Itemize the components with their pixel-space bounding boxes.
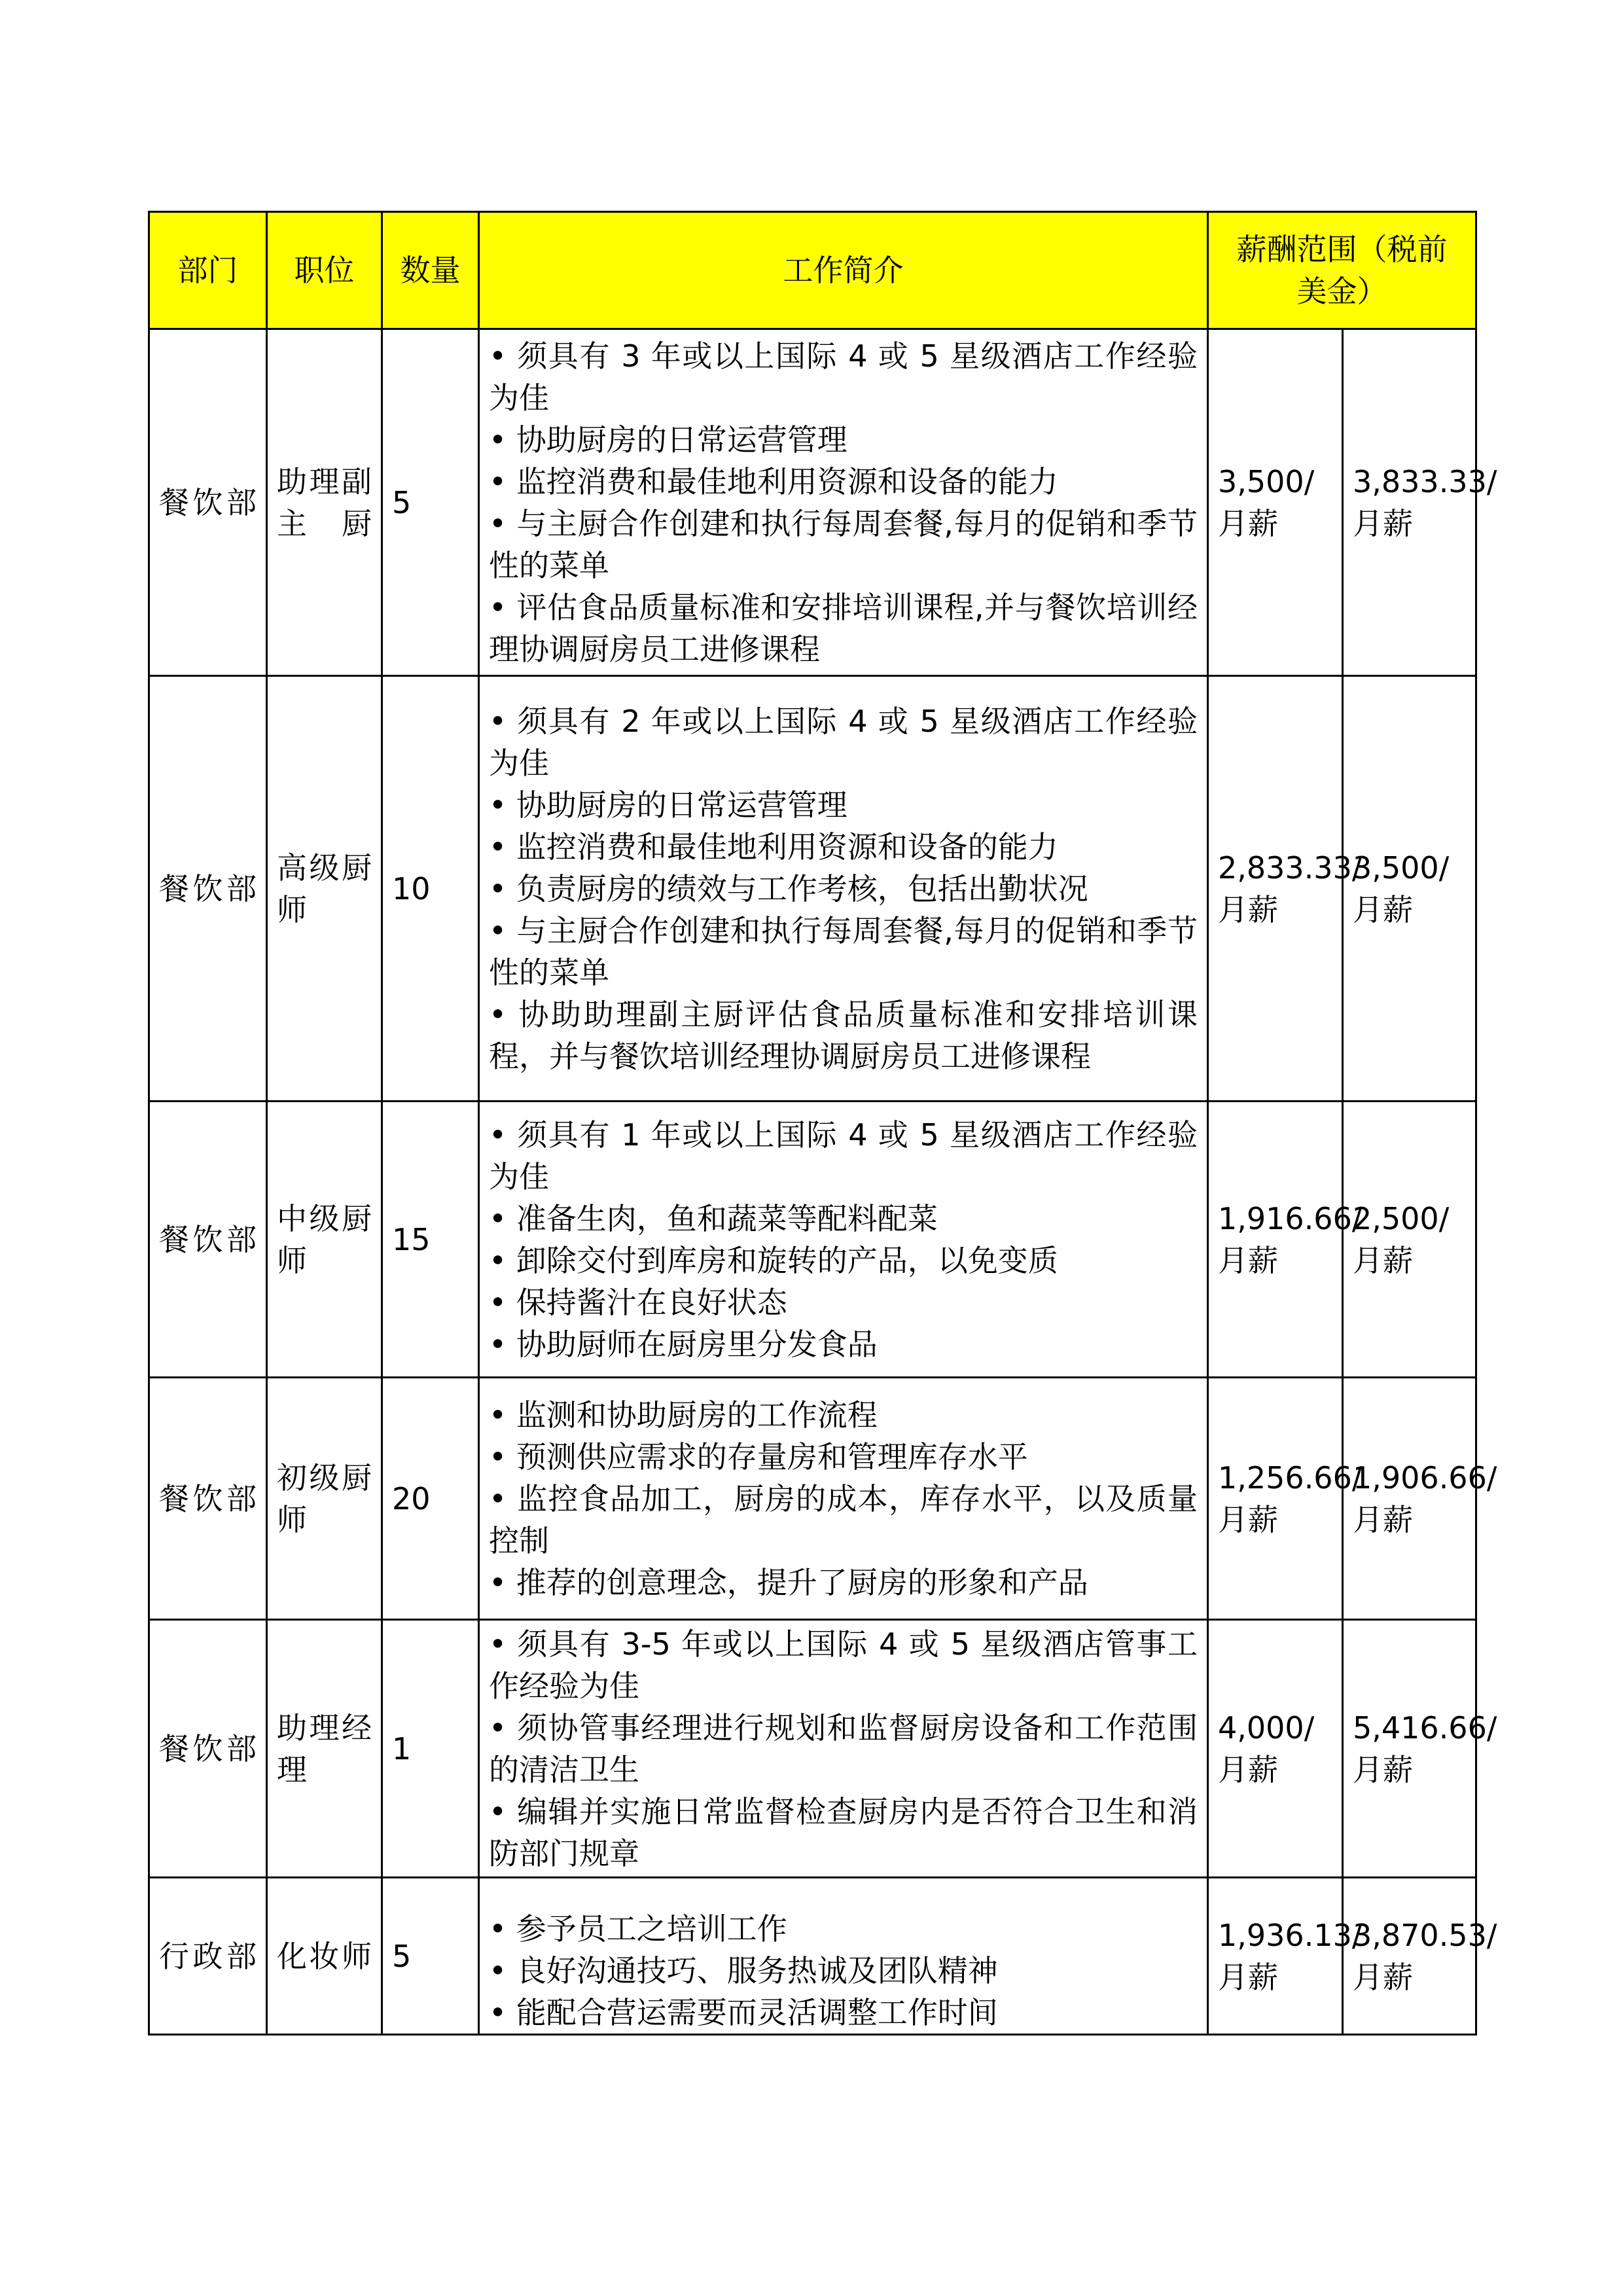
salary-max-cell: 5,416.66/ 月薪 <box>1343 1620 1476 1878</box>
salary-max-cell: 2,500/月薪 <box>1343 1102 1476 1378</box>
intro-bullet: • 参予员工之培训工作 <box>489 1911 787 1946</box>
header-dept: 部门 <box>149 212 267 329</box>
intro-bullet: • 保持酱汁在良好状态 <box>489 1284 787 1320</box>
intro-bullet: • 监控食品加工，厨房的成本，库存水平，以及质量控制 <box>489 1480 1198 1558</box>
intro-bullet: • 须具有 3-5 年或以上国际 4 或 5 星级酒店管事工作经验为佳 <box>489 1626 1198 1704</box>
dept-cell: 行政部 <box>149 1878 267 2035</box>
intro-bullet: • 编辑并实施日常监督检查厨房内是否符合卫生和消防部门规章 <box>489 1793 1198 1871</box>
table-row <box>149 1620 1476 1878</box>
intro-bullet: • 监控消费和最佳地利用资源和设备的能力 <box>489 463 1058 499</box>
salary-min-cell: 4,000/月薪 <box>1208 1620 1343 1878</box>
intro-cell <box>479 676 1208 1102</box>
salary-min-cell: 1,916.66/ 月薪 <box>1208 1102 1343 1378</box>
salary-min-cell: 3,500/月薪 <box>1208 329 1343 676</box>
table-row <box>149 1878 1476 2035</box>
position-cell: 助理经理 <box>267 1620 382 1878</box>
intro-bullet: • 负责厨房的绩效与工作考核，包括出勤状况 <box>489 870 1088 906</box>
count-cell: 1 <box>382 1620 479 1878</box>
header-intro: 工作简介 <box>479 212 1208 329</box>
salary-min-cell: 2,833.33/ 月薪 <box>1208 676 1343 1102</box>
table-row <box>149 676 1476 1102</box>
intro-cell <box>479 1620 1208 1878</box>
intro-cell <box>479 329 1208 676</box>
salary-min-cell: 1,256.66/ 月薪 <box>1208 1378 1343 1620</box>
salary-max-cell: 3,870.53/ 月薪 <box>1343 1878 1476 2035</box>
count-cell: 10 <box>382 676 479 1102</box>
dept-cell: 餐饮部 <box>149 329 267 676</box>
salary-min-cell: 1,936.13/ 月薪 <box>1208 1878 1343 2035</box>
intro-cell <box>479 1878 1208 2035</box>
intro-cell <box>479 1102 1208 1378</box>
intro-bullet: • 预测供应需求的存量房和管理库存水平 <box>489 1439 1028 1475</box>
intro-bullet: • 能配合营运需要而灵活调整工作时间 <box>489 1995 998 2030</box>
intro-bullet: • 协助厨房的日常运营管理 <box>489 787 847 823</box>
header-salary: 薪酬范围（税前美金） <box>1208 212 1476 329</box>
intro-bullet: • 良好沟通技巧、服务热诚及团队精神 <box>489 1953 998 1988</box>
position-cell: 高级厨师 <box>267 676 382 1102</box>
position-cell: 化妆师 <box>267 1878 382 2035</box>
intro-bullet: • 卸除交付到库房和旋转的产品，以免变质 <box>489 1242 1058 1278</box>
intro-bullet: • 须具有 1 年或以上国际 4 或 5 星级酒店工作经验为佳 <box>489 1117 1198 1194</box>
position-cell: 初级厨师 <box>267 1378 382 1620</box>
intro-bullet: • 须具有 2 年或以上国际 4 或 5 星级酒店工作经验为佳 <box>489 703 1198 781</box>
intro-bullet: • 评估食品质量标准和安排培训课程,并与餐饮培训经理协调厨房员工进修课程 <box>489 589 1198 667</box>
intro-bullet: • 须协管事经理进行规划和监督厨房设备和工作范围的清洁卫生 <box>489 1710 1198 1787</box>
salary-max-cell: 3,833.33/ 月薪 <box>1343 329 1476 676</box>
table-row <box>149 1378 1476 1620</box>
position-cell: 助理副主厨 <box>267 329 382 676</box>
table-row <box>149 1102 1476 1378</box>
intro-bullet: • 协助助理副主厨评估食品质量标准和安排培训课程，并与餐饮培训经理协调厨房员工进修课程 <box>489 996 1198 1074</box>
intro-bullet: • 监测和协助厨房的工作流程 <box>489 1397 878 1433</box>
intro-bullet: • 准备生肉，鱼和蔬菜等配料配菜 <box>489 1200 938 1236</box>
intro-bullet: • 推荐的创意理念，提升了厨房的形象和产品 <box>489 1564 1088 1600</box>
count-cell: 5 <box>382 1878 479 2035</box>
dept-cell: 餐饮部 <box>149 1378 267 1620</box>
recruitment-table <box>148 211 1497 2036</box>
intro-bullet: • 协助厨师在厨房里分发食品 <box>489 1326 878 1362</box>
header-count: 数量 <box>382 212 479 329</box>
header-position: 职位 <box>267 212 382 329</box>
intro-bullet: • 协助厨房的日常运营管理 <box>489 422 847 457</box>
intro-bullet: • 须具有 3 年或以上国际 4 或 5 星级酒店工作经验为佳 <box>489 338 1198 416</box>
intro-cell <box>479 1378 1208 1620</box>
salary-max-cell: 3,500/月薪 <box>1343 676 1476 1102</box>
dept-cell: 餐饮部 <box>149 1620 267 1878</box>
intro-bullet: • 与主厨合作创建和执行每周套餐,每月的促销和季节性的菜单 <box>489 912 1198 990</box>
count-cell: 15 <box>382 1102 479 1378</box>
table-row <box>149 329 1476 676</box>
count-cell: 5 <box>382 329 479 676</box>
intro-bullet: • 监控消费和最佳地利用资源和设备的能力 <box>489 829 1058 865</box>
header-row <box>149 212 1476 329</box>
position-cell: 中级厨师 <box>267 1102 382 1378</box>
dept-cell: 餐饮部 <box>149 676 267 1102</box>
dept-cell: 餐饮部 <box>149 1102 267 1378</box>
salary-max-cell: 1,906.66/ 月薪 <box>1343 1378 1476 1620</box>
intro-bullet: • 与主厨合作创建和执行每周套餐,每月的促销和季节性的菜单 <box>489 505 1198 583</box>
count-cell: 20 <box>382 1378 479 1620</box>
